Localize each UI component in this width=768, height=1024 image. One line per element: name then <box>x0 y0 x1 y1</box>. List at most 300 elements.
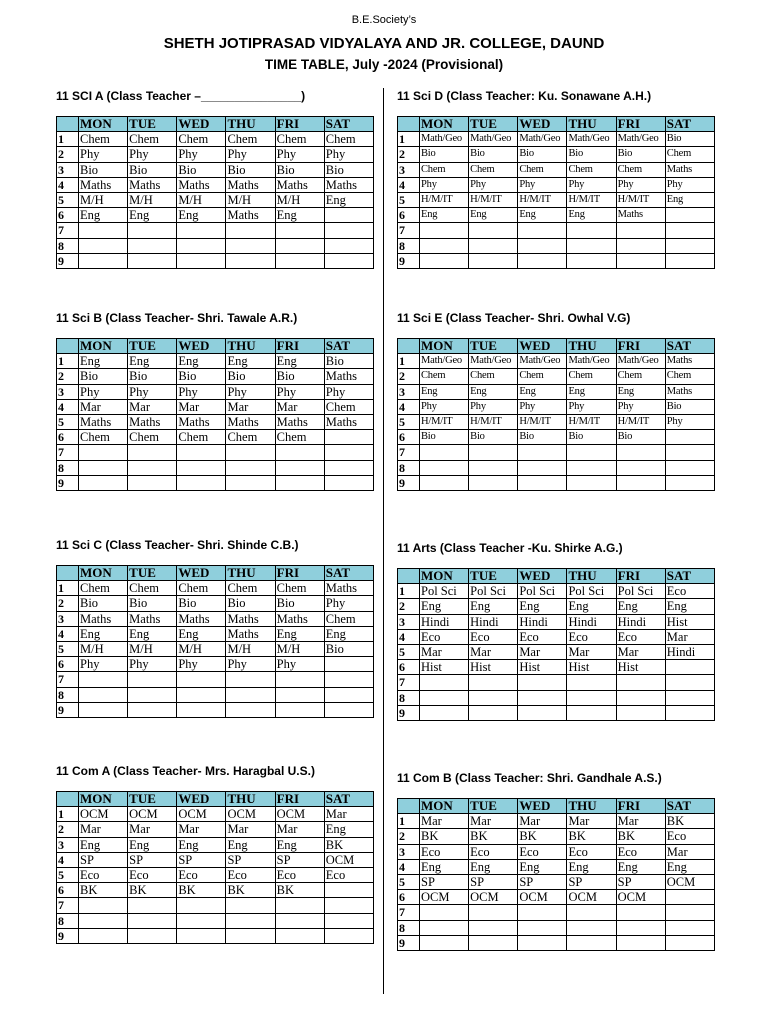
subject-cell: Eco <box>616 629 665 644</box>
subject-cell: Bio <box>324 162 373 177</box>
subject-cell: Pol Sci <box>567 584 616 599</box>
subject-cell: Math/Geo <box>616 354 665 369</box>
subject-cell: Eco <box>469 844 518 859</box>
subject-cell: Chem <box>128 581 177 596</box>
subject-cell <box>177 238 226 253</box>
subject-cell <box>518 475 567 490</box>
table-row <box>57 626 374 641</box>
subject-cell: Bio <box>177 596 226 611</box>
subject-cell <box>469 223 518 238</box>
table-row <box>57 837 374 852</box>
subject-cell: Chem <box>324 611 373 626</box>
day-header: MON <box>79 792 128 807</box>
subject-cell: Phy <box>616 177 665 192</box>
subject-cell: Hist <box>665 614 714 629</box>
period-number: 2 <box>57 822 79 837</box>
subject-cell <box>567 690 616 705</box>
subject-cell: BK <box>616 829 665 844</box>
subject-cell: Phy <box>275 147 324 162</box>
header-row <box>398 799 715 814</box>
subject-cell: Mar <box>616 644 665 659</box>
subject-cell <box>469 920 518 935</box>
subject-cell: Phy <box>79 384 128 399</box>
subject-cell <box>79 898 128 913</box>
period-number: 9 <box>398 253 420 268</box>
subject-cell: Hindi <box>567 614 616 629</box>
period-number: 5 <box>398 192 420 207</box>
day-header: THU <box>226 339 275 354</box>
subject-cell: Chem <box>226 581 275 596</box>
period-number: 8 <box>398 238 420 253</box>
subject-cell: Eco <box>79 867 128 882</box>
subject-cell: OCM <box>177 807 226 822</box>
subject-cell <box>128 702 177 717</box>
subject-cell: Maths <box>79 177 128 192</box>
header-row <box>57 566 374 581</box>
subject-cell: Eng <box>469 384 518 399</box>
period-number: 1 <box>398 132 420 147</box>
subject-cell <box>177 702 226 717</box>
subject-cell: Maths <box>665 384 714 399</box>
subject-cell: Eng <box>275 626 324 641</box>
subject-cell: Phy <box>275 657 324 672</box>
subject-cell <box>518 905 567 920</box>
subject-cell: Eng <box>275 837 324 852</box>
subject-cell: Phy <box>469 399 518 414</box>
day-header: WED <box>518 799 567 814</box>
period-number: 9 <box>57 475 79 490</box>
day-header: TUE <box>128 566 177 581</box>
subject-cell: Math/Geo <box>420 132 469 147</box>
subject-cell: Maths <box>665 354 714 369</box>
day-header: SAT <box>324 792 373 807</box>
subject-cell: Phy <box>420 177 469 192</box>
subject-cell: Eng <box>420 599 469 614</box>
day-header: FRI <box>275 792 324 807</box>
subject-cell <box>226 687 275 702</box>
subject-cell: Bio <box>79 162 128 177</box>
day-header: FRI <box>616 799 665 814</box>
subject-cell: H/M/IT <box>518 192 567 207</box>
day-header: TUE <box>469 799 518 814</box>
table-row <box>57 672 374 687</box>
table-row <box>57 253 374 268</box>
subject-cell <box>420 705 469 720</box>
day-header: SAT <box>324 566 373 581</box>
subject-cell <box>420 935 469 950</box>
period-number: 3 <box>57 611 79 626</box>
subject-cell: Eng <box>177 354 226 369</box>
subject-cell <box>518 238 567 253</box>
subject-cell <box>79 460 128 475</box>
subject-cell: Bio <box>226 596 275 611</box>
subject-cell: Eng <box>128 626 177 641</box>
subject-cell: Mar <box>226 822 275 837</box>
table-row <box>57 641 374 656</box>
corner-cell <box>57 117 79 132</box>
subject-cell: Hindi <box>518 614 567 629</box>
subject-cell <box>324 253 373 268</box>
subject-cell: Bio <box>79 596 128 611</box>
subject-cell <box>177 223 226 238</box>
subject-cell: BK <box>469 829 518 844</box>
period-number: 1 <box>57 807 79 822</box>
period-number: 1 <box>398 814 420 829</box>
class-title: 11 Arts (Class Teacher -Ku. Shirke A.G.) <box>397 541 623 555</box>
subject-cell <box>324 223 373 238</box>
subject-cell: Mar <box>128 399 177 414</box>
subject-cell: M/H <box>226 192 275 207</box>
subject-cell <box>665 445 714 460</box>
subject-cell <box>665 238 714 253</box>
subject-cell: Math/Geo <box>616 132 665 147</box>
period-number: 6 <box>398 430 420 445</box>
subject-cell: Phy <box>226 147 275 162</box>
subject-cell <box>665 475 714 490</box>
period-number: 5 <box>57 641 79 656</box>
day-header: SAT <box>324 117 373 132</box>
subject-cell <box>665 430 714 445</box>
subject-cell <box>226 460 275 475</box>
subject-cell: Eng <box>665 192 714 207</box>
period-number: 7 <box>398 223 420 238</box>
table-row <box>398 354 715 369</box>
subject-cell: Maths <box>324 369 373 384</box>
subject-cell: Maths <box>324 177 373 192</box>
subject-cell <box>665 223 714 238</box>
subject-cell: H/M/IT <box>616 414 665 429</box>
subject-cell <box>275 445 324 460</box>
subject-cell: Eng <box>420 208 469 223</box>
subject-cell: Bio <box>567 147 616 162</box>
day-header: WED <box>518 569 567 584</box>
corner-cell <box>398 799 420 814</box>
subject-cell: Eng <box>324 192 373 207</box>
day-header: WED <box>177 117 226 132</box>
subject-cell <box>665 905 714 920</box>
subject-cell: Maths <box>324 414 373 429</box>
subject-cell <box>567 475 616 490</box>
day-header: WED <box>177 339 226 354</box>
subject-cell: Eng <box>518 859 567 874</box>
subject-cell: Bio <box>616 430 665 445</box>
header-row <box>398 569 715 584</box>
subject-cell <box>275 702 324 717</box>
subject-cell: Phy <box>665 177 714 192</box>
subject-cell: Eng <box>177 208 226 223</box>
subject-cell: Eco <box>177 867 226 882</box>
subject-cell <box>616 675 665 690</box>
subject-cell: Eng <box>226 354 275 369</box>
subject-cell: Eng <box>128 837 177 852</box>
subject-cell: Bio <box>79 369 128 384</box>
subject-cell: Chem <box>226 430 275 445</box>
class-title: 11 Com B (Class Teacher: Shri. Gandhale A.S.) <box>397 771 662 785</box>
day-header: SAT <box>324 339 373 354</box>
subject-cell: Eng <box>616 384 665 399</box>
subject-cell: Hindi <box>469 614 518 629</box>
period-number: 2 <box>398 369 420 384</box>
subject-cell: Eng <box>177 837 226 852</box>
timetable-grid <box>56 565 374 718</box>
subject-cell <box>616 920 665 935</box>
subject-cell <box>226 475 275 490</box>
table-row <box>57 657 374 672</box>
table-row <box>57 596 374 611</box>
subject-cell <box>518 935 567 950</box>
day-header: MON <box>79 339 128 354</box>
subject-cell <box>79 253 128 268</box>
subject-cell: Math/Geo <box>567 132 616 147</box>
period-number: 7 <box>57 898 79 913</box>
table-row <box>57 430 374 445</box>
table-row <box>57 611 374 626</box>
subject-cell: Mar <box>226 399 275 414</box>
subject-cell: SP <box>226 852 275 867</box>
subject-cell: Eco <box>665 584 714 599</box>
subject-cell: Maths <box>275 414 324 429</box>
subject-cell: Maths <box>226 611 275 626</box>
subject-cell <box>177 460 226 475</box>
subject-cell: Mar <box>420 644 469 659</box>
header-row <box>57 117 374 132</box>
subject-cell: Eng <box>616 599 665 614</box>
subject-cell: Bio <box>324 354 373 369</box>
subject-cell <box>469 675 518 690</box>
subject-cell: Chem <box>616 369 665 384</box>
subject-cell: Eng <box>324 822 373 837</box>
table-row <box>57 384 374 399</box>
class-title: 11 Sci B (Class Teacher- Shri. Tawale A.R.) <box>56 311 298 325</box>
subject-cell <box>177 253 226 268</box>
subject-cell: Maths <box>226 177 275 192</box>
subject-cell: Phy <box>420 399 469 414</box>
subject-cell <box>665 890 714 905</box>
subject-cell: Bio <box>469 430 518 445</box>
subject-cell <box>469 460 518 475</box>
period-number: 4 <box>398 177 420 192</box>
table-row <box>398 829 715 844</box>
timetable-grid <box>397 338 715 491</box>
subject-cell: H/M/IT <box>567 414 616 429</box>
day-header: THU <box>567 569 616 584</box>
table-row <box>57 223 374 238</box>
subject-cell <box>324 475 373 490</box>
subject-cell: Phy <box>567 177 616 192</box>
subject-cell: Eng <box>79 208 128 223</box>
table-row <box>398 192 715 207</box>
timetable-block <box>397 89 717 269</box>
subject-cell: Maths <box>616 208 665 223</box>
period-number: 7 <box>57 672 79 687</box>
subject-cell: BK <box>420 829 469 844</box>
subject-cell: Hist <box>469 660 518 675</box>
subject-cell: Bio <box>616 147 665 162</box>
period-number: 5 <box>398 644 420 659</box>
subject-cell <box>665 935 714 950</box>
subject-cell: M/H <box>177 641 226 656</box>
subject-cell <box>420 475 469 490</box>
table-row <box>398 399 715 414</box>
table-row <box>398 162 715 177</box>
subject-cell: Chem <box>469 162 518 177</box>
class-title: 11 SCI A (Class Teacher –_______________) <box>56 89 306 103</box>
subject-cell: Chem <box>518 162 567 177</box>
subject-cell <box>79 445 128 460</box>
timetable-block <box>56 311 376 491</box>
school-name: SHETH JOTIPRASAD VIDYALAYA AND JR. COLLEGE, DAUND <box>163 35 605 52</box>
subject-cell <box>275 460 324 475</box>
subject-cell <box>324 208 373 223</box>
subject-cell <box>324 238 373 253</box>
period-number: 3 <box>57 837 79 852</box>
subject-cell: Eng <box>420 859 469 874</box>
subject-cell <box>275 253 324 268</box>
table-row <box>398 905 715 920</box>
subject-cell: Maths <box>665 162 714 177</box>
subject-cell <box>324 672 373 687</box>
subject-cell: Eco <box>518 629 567 644</box>
subject-cell: Eco <box>567 629 616 644</box>
subject-cell: Eco <box>324 867 373 882</box>
day-header: FRI <box>275 339 324 354</box>
period-number: 8 <box>398 460 420 475</box>
subject-cell <box>567 905 616 920</box>
subject-cell <box>567 935 616 950</box>
subject-cell: Bio <box>324 641 373 656</box>
subject-cell <box>177 475 226 490</box>
subject-cell: Eng <box>79 354 128 369</box>
day-header: SAT <box>665 799 714 814</box>
subject-cell: Chem <box>420 162 469 177</box>
subject-cell: Hindi <box>616 614 665 629</box>
subject-cell: BK <box>665 814 714 829</box>
subject-cell <box>420 675 469 690</box>
timetable-grid <box>56 116 374 269</box>
subject-cell: Mar <box>518 644 567 659</box>
subject-cell <box>128 445 177 460</box>
subject-cell <box>469 935 518 950</box>
subject-cell <box>616 690 665 705</box>
subject-cell <box>518 920 567 935</box>
subject-cell: Math/Geo <box>518 354 567 369</box>
subject-cell: Eng <box>469 599 518 614</box>
subject-cell <box>665 675 714 690</box>
subject-cell <box>420 905 469 920</box>
subject-cell: Maths <box>226 208 275 223</box>
subject-cell: Eng <box>469 859 518 874</box>
day-header: SAT <box>665 339 714 354</box>
subject-cell: Chem <box>324 132 373 147</box>
table-row <box>398 935 715 950</box>
subject-cell: Maths <box>128 611 177 626</box>
table-row <box>57 460 374 475</box>
subject-cell: M/H <box>275 192 324 207</box>
subject-cell: Eco <box>469 629 518 644</box>
subject-cell: Maths <box>128 414 177 429</box>
period-number: 8 <box>57 238 79 253</box>
subject-cell: Chem <box>567 369 616 384</box>
subject-cell: Bio <box>567 430 616 445</box>
subject-cell: Mar <box>518 814 567 829</box>
subject-cell: Maths <box>128 177 177 192</box>
subject-cell: Eng <box>177 626 226 641</box>
timetable-block <box>397 771 717 951</box>
table-row <box>57 208 374 223</box>
table-row <box>398 814 715 829</box>
subject-cell <box>275 672 324 687</box>
table-row <box>57 913 374 928</box>
subject-cell: H/M/IT <box>616 192 665 207</box>
day-header: THU <box>567 339 616 354</box>
corner-cell <box>398 339 420 354</box>
subject-cell: Eng <box>567 384 616 399</box>
subject-cell: Math/Geo <box>567 354 616 369</box>
subject-cell: SP <box>518 874 567 889</box>
subject-cell <box>177 913 226 928</box>
subject-cell: Mar <box>177 822 226 837</box>
subject-cell <box>324 687 373 702</box>
subject-cell <box>79 702 128 717</box>
table-row <box>57 702 374 717</box>
period-number: 6 <box>398 890 420 905</box>
subject-cell <box>420 238 469 253</box>
table-row <box>57 399 374 414</box>
subject-cell: Hist <box>420 660 469 675</box>
subject-cell: Bio <box>128 369 177 384</box>
subject-cell: Phy <box>226 384 275 399</box>
timetable-grid <box>56 338 374 491</box>
day-header: SAT <box>665 569 714 584</box>
period-number: 8 <box>57 687 79 702</box>
subject-cell: Phy <box>226 657 275 672</box>
subject-cell: Eng <box>469 208 518 223</box>
subject-cell: BK <box>226 883 275 898</box>
subject-cell: Maths <box>275 177 324 192</box>
table-row <box>57 147 374 162</box>
subject-cell: Eng <box>128 354 177 369</box>
class-title: 11 Com A (Class Teacher- Mrs. Haragbal U.S.) <box>56 764 315 778</box>
subject-cell: Eng <box>518 599 567 614</box>
period-number: 2 <box>57 147 79 162</box>
subject-cell: BK <box>324 837 373 852</box>
table-row <box>57 475 374 490</box>
table-row <box>57 414 374 429</box>
subject-cell: Chem <box>79 581 128 596</box>
subject-cell: Phy <box>324 384 373 399</box>
table-row <box>398 644 715 659</box>
subject-cell: Eco <box>567 844 616 859</box>
subject-cell <box>324 460 373 475</box>
subject-cell <box>324 430 373 445</box>
subject-cell <box>420 445 469 460</box>
table-row <box>57 807 374 822</box>
header-row <box>57 792 374 807</box>
subject-cell: Bio <box>420 147 469 162</box>
table-row <box>57 822 374 837</box>
subject-cell: SP <box>420 874 469 889</box>
subject-cell <box>420 223 469 238</box>
subject-cell <box>665 660 714 675</box>
subject-cell <box>177 687 226 702</box>
day-header: WED <box>177 792 226 807</box>
subject-cell: BK <box>518 829 567 844</box>
subject-cell: Maths <box>177 611 226 626</box>
subject-cell: OCM <box>665 874 714 889</box>
subject-cell <box>567 705 616 720</box>
subject-cell <box>518 675 567 690</box>
period-number: 1 <box>398 584 420 599</box>
